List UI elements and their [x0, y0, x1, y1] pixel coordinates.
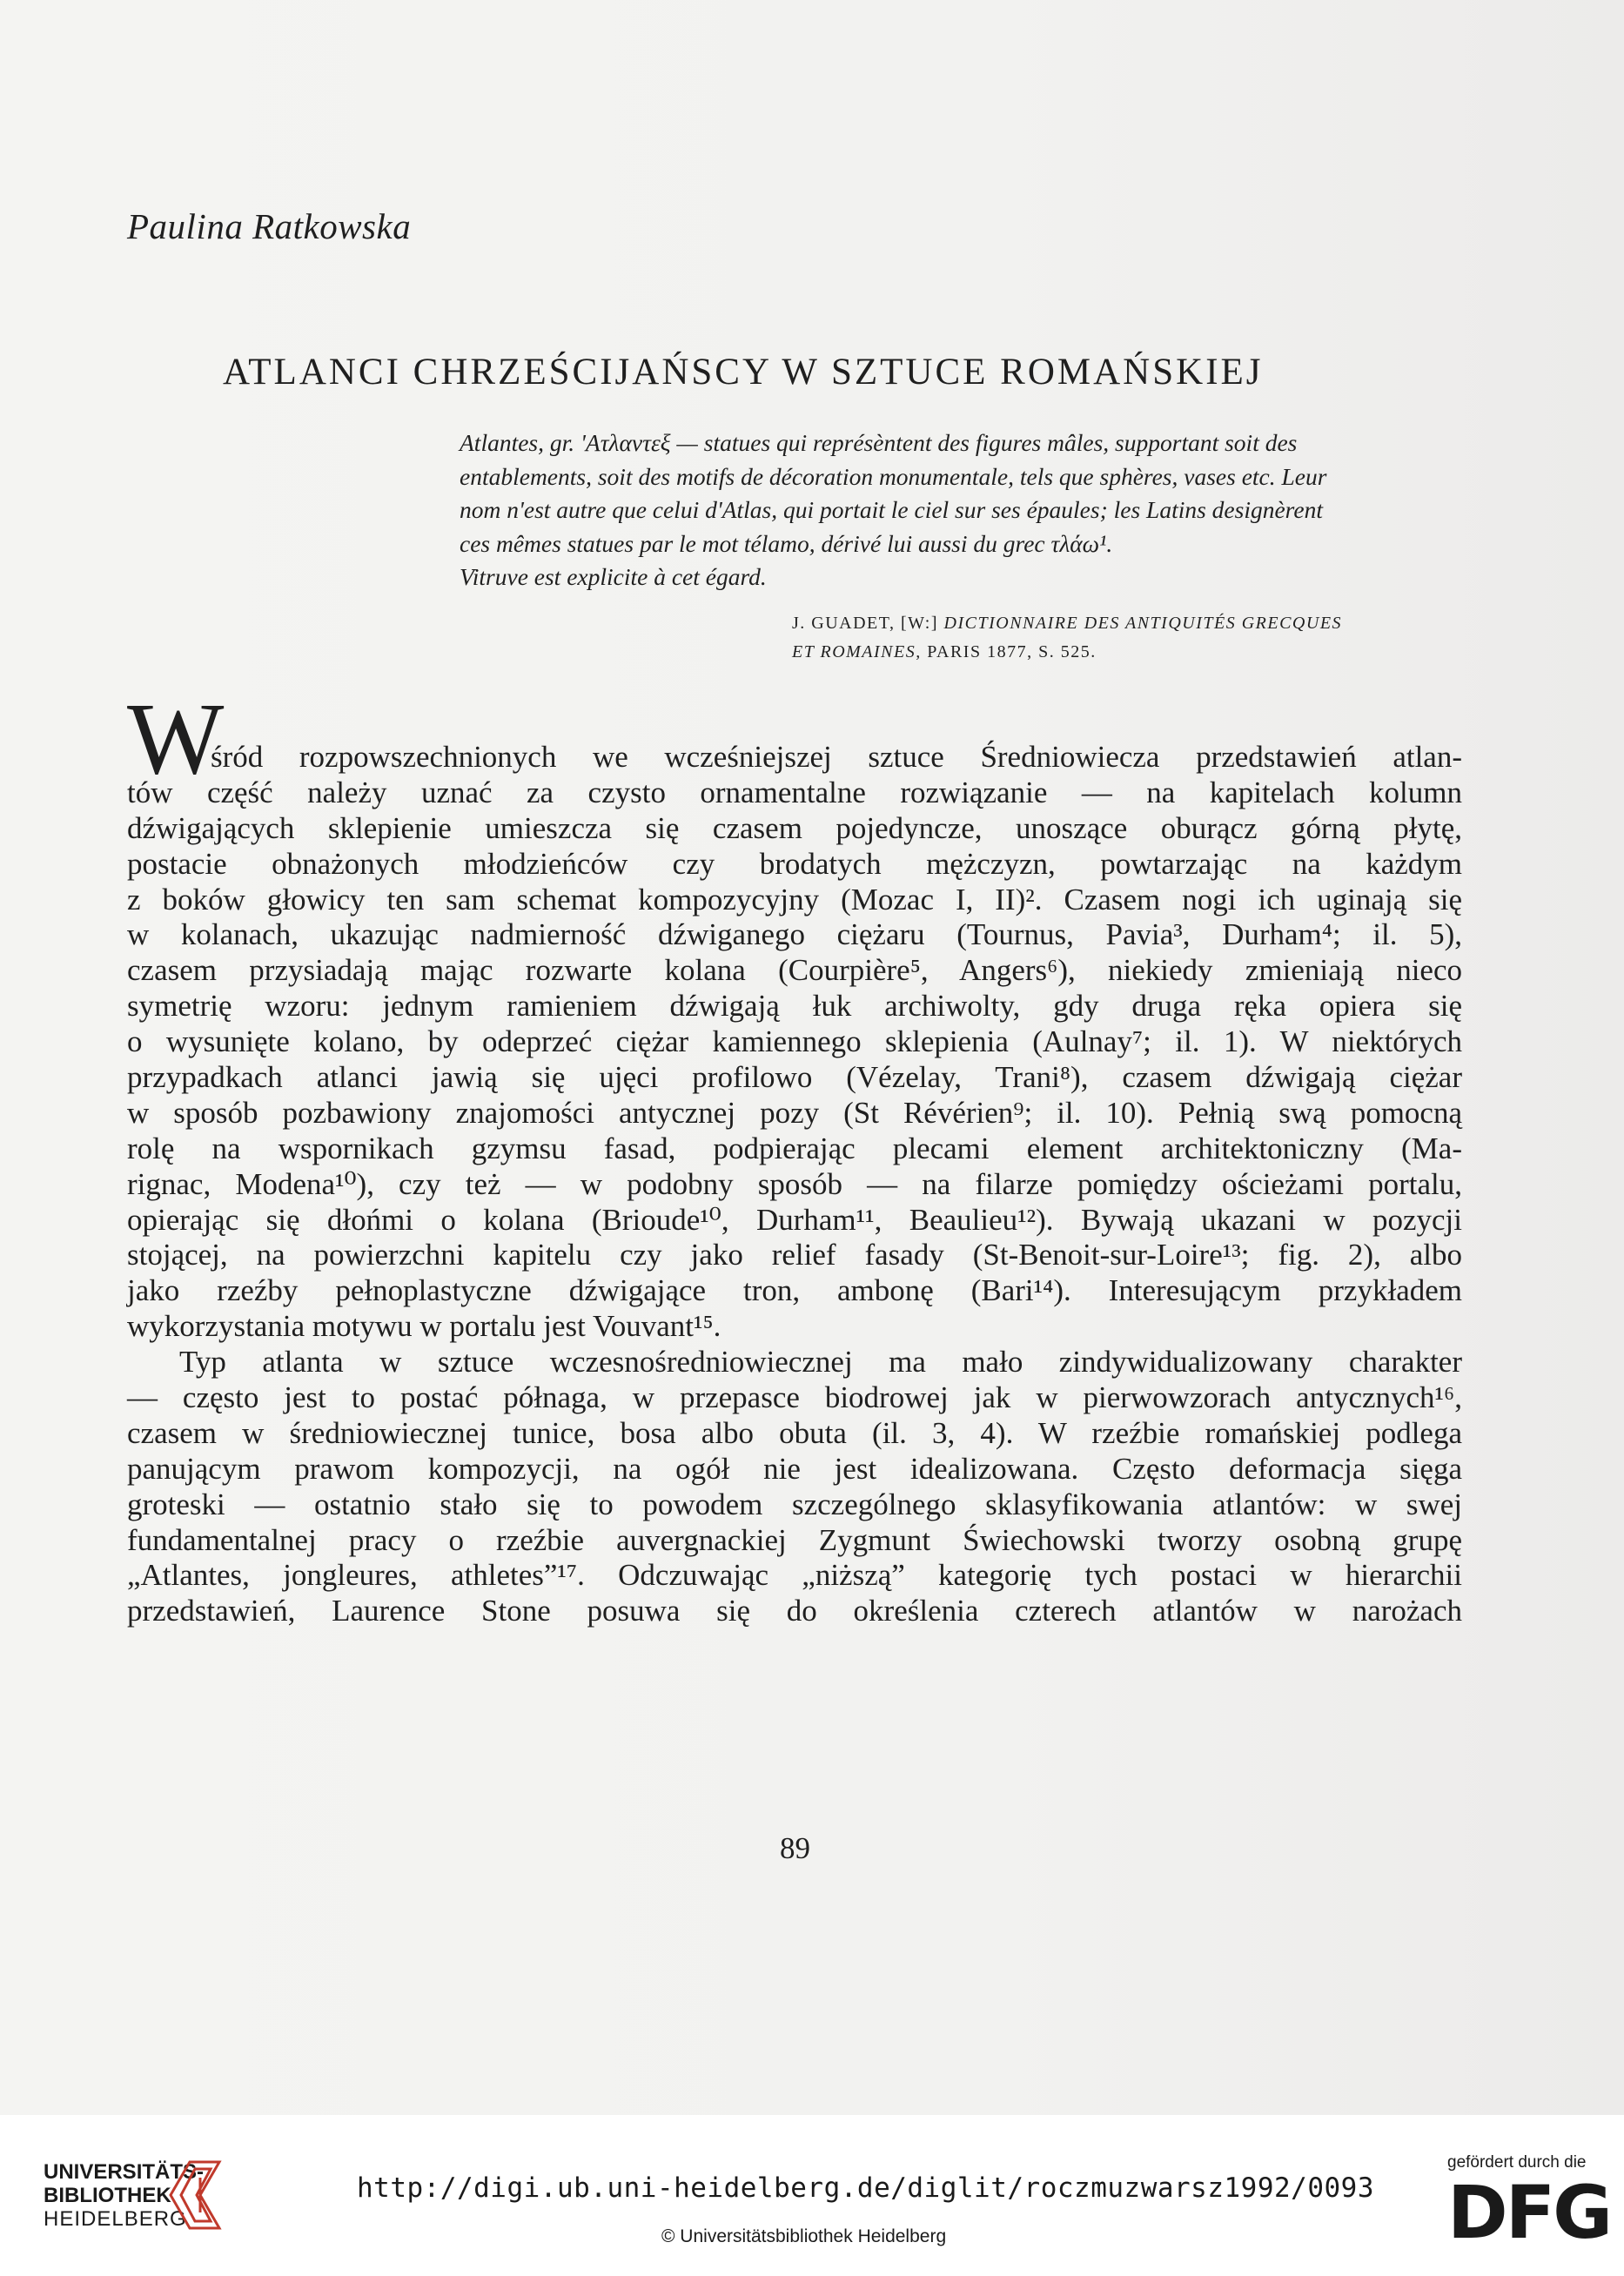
drop-cap: W	[127, 681, 225, 796]
epigraph-line: nom n'est autre que celui d'Atlas, qui portait le ciel sur ses épaules; les Latins designèrent	[460, 496, 1323, 523]
body-line: Typ atlanta w sztuce wczesnośredniowiecznej ma mało zindywidualizowany charakter	[179, 1345, 1462, 1380]
body-line: stojącej, na powierzchni kapitelu czy jako relief fasady (St-Benoit-sur-Loire¹³; fig. 2), albo	[127, 1238, 1462, 1272]
body-line: „Atlantes, jongleures, athletes”¹⁷. Odczuwając „niższą” kategorię tych postaci w hierarchii	[127, 1558, 1462, 1593]
body-line: tów część należy uznać za czysto ornamentalne rozwiązanie — na kapitelach kolumn	[127, 775, 1462, 809]
source-imprint: PARIS 1877, S. 525.	[921, 642, 1097, 661]
library-name-line: BIBLIOTHEK	[44, 2184, 171, 2207]
body-line: fundamentalnej pracy o rzeźbie auvergnackiej Zygmunt Świechowski tworzy osobną grupę	[127, 1522, 1462, 1557]
library-name-line: HEIDELBERG	[44, 2207, 187, 2231]
body-line: symetrię wzoru: jednym ramieniem dźwigają łuk archiwolty, gdy druga ręka opiera się	[127, 989, 1462, 1024]
body-line: groteski — ostatnio stało się to powodem szczególnego sklasyfikowania atlantów: w swej	[127, 1487, 1462, 1521]
body-text	[127, 740, 1462, 1629]
body-line: panującym prawom kompozycji, na ogół nie jest idealizowana. Często deformacja sięga	[127, 1451, 1462, 1486]
source-author: J. GUADET, [W:]	[792, 614, 944, 633]
body-line: jako rzeźby pełnoplastyczne dźwigające tron, ambonę (Bari¹⁴). Interesującym przykładem	[127, 1273, 1462, 1308]
epigraph-source	[792, 609, 1462, 667]
epigraph-line: ces mêmes statues par le mot télamo, dérivé lui aussi du grec τλάω¹.	[460, 529, 1113, 557]
body-line: — często jest to postać półnaga, w przepasce biodrowej jak w pierwowzorach antycznych¹⁶,	[127, 1380, 1462, 1415]
epigraph	[460, 426, 1460, 594]
body-line: opierając się dłońmi o kolana (Brioude¹⁰, Durham¹¹, Beaulieu¹²). Bywają ukazani w pozycji	[127, 1202, 1462, 1237]
permalink-url[interactable]: http://digi.ub.uni-heidelberg.de/diglit/roczmuzwarsz1992/0093	[357, 2172, 1374, 2204]
library-logo-icon	[165, 2157, 226, 2233]
body-line: rolę na wspornikach gzymsu fasad, podpierając plecami element architektoniczny (Ma-	[127, 1131, 1462, 1165]
epigraph-line: Atlantes, gr. 'Ατλαντεξ — statues qui représèntent des figures mâles, supportant soit des	[460, 429, 1298, 456]
body-line: śród rozpowszechnionych we wcześniejszej sztuce Średniowiecza przedstawień atlan-	[211, 740, 1462, 774]
body-line: przypadkach atlanci jawią się ujęci profilowo (Vézelay, Trani⁸), czasem dźwigają ciężar	[127, 1060, 1462, 1095]
dfg-logo: DFG	[1447, 2170, 1611, 2255]
copyright-notice: © Universitätsbibliothek Heidelberg	[661, 2226, 947, 2246]
body-line: czasem przysiadają mając rozwarte kolana (Courpière⁵, Angers⁶), niekiedy zmieniają nieco	[127, 953, 1462, 988]
body-line: w kolanach, ukazując nadmierność dźwiganego ciężaru (Tournus, Pavia³, Durham⁴; il. 5),	[127, 917, 1462, 952]
source-work-title: DICTIONNAIRE DES ANTIQUITÉS GRECQUES	[943, 614, 1343, 633]
body-line: wykorzystania motywu w portalu jest Vouvant¹⁵.	[127, 1309, 721, 1344]
body-line: postacie obnażonych młodzieńców czy brodatych mężczyzn, powtarzając na każdym	[127, 846, 1462, 881]
epigraph-line: entablements, soit des motifs de décoration monumentale, tels que sphères, vases etc. Leur	[460, 462, 1327, 490]
article-title: ATLANCI CHRZEŚCIJAŃSCY W SZTUCE ROMAŃSKIEJ	[223, 352, 1264, 393]
page-number: 89	[780, 1831, 810, 1865]
body-line: o wysunięte kolano, by odeprzeć ciężar kamiennego sklepienia (Aulnay⁷; il. 1). W niektórych	[127, 1024, 1462, 1059]
body-line: z boków głowicy ten sam schemat kompozycyjny (Mozac I, II)². Czasem nogi ich uginają się	[127, 882, 1462, 916]
body-line: dźwigających sklepienie umieszcza się czasem pojedyncze, unoszące oburącz górną płytę,	[127, 810, 1462, 845]
epigraph-line: Vitruve est explicite à cet égard.	[460, 563, 767, 590]
body-line: rignac, Modena¹⁰), czy też — w podobny sposób — na filarze pomiędzy ościeżami portalu,	[127, 1166, 1462, 1201]
library-name-line: UNIVERSITÄTS-	[44, 2160, 205, 2184]
footer-bar	[0, 2115, 1624, 2276]
source-work-title-cont: ET ROMAINES,	[792, 642, 922, 661]
funding-label: gefördert durch die	[1447, 2153, 1587, 2172]
body-line: czasem w średniowiecznej tunice, bosa albo obuta (il. 3, 4). W rzeźbie romańskiej podlega	[127, 1415, 1462, 1450]
body-line: w sposób pozbawiony znajomości antycznej pozy (St Révérien⁹; il. 10). Pełnią swą pomocną	[127, 1095, 1462, 1130]
body-line: przedstawień, Laurence Stone posuwa się do określenia czterech atlantów w narożach	[127, 1594, 1462, 1628]
author-name: Paulina Ratkowska	[127, 206, 412, 246]
